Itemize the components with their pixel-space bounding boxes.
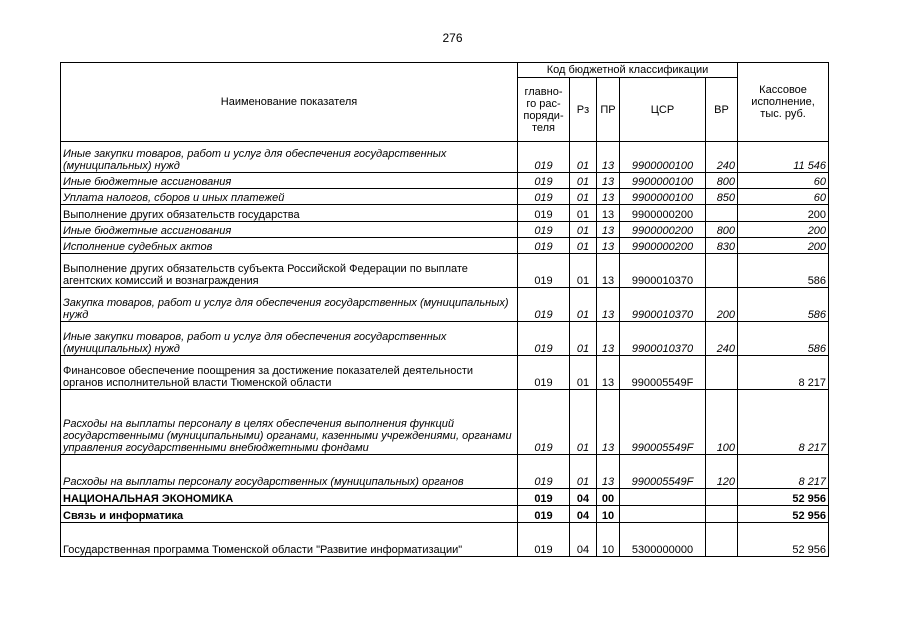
row-sum: 8 217	[738, 390, 829, 455]
row-name: НАЦИОНАЛЬНАЯ ЭКОНОМИКА	[61, 489, 518, 506]
header-indicator-name: Наименование показателя	[61, 63, 518, 142]
row-sum: 52 956	[738, 523, 829, 557]
row-sum: 586	[738, 254, 829, 288]
row-sum: 586	[738, 288, 829, 322]
table-row	[61, 523, 829, 557]
row-rz: 01	[570, 189, 597, 205]
row-pr: 13	[597, 142, 620, 173]
row-csr: 5300000000	[620, 523, 706, 557]
row-csr: 9900000100	[620, 142, 706, 173]
header-target-item: ЦСР	[620, 78, 706, 142]
row-rz: 01	[570, 455, 597, 489]
row-sum: 11 546	[738, 142, 829, 173]
row-sum: 586	[738, 322, 829, 356]
row-vr: 120	[706, 455, 738, 489]
row-pr: 10	[597, 506, 620, 523]
row-grbs: 019	[518, 189, 570, 205]
row-name: Выполнение других обязательств государства	[61, 205, 518, 222]
table-row	[61, 142, 829, 173]
row-rz: 04	[570, 523, 597, 557]
row-vr	[706, 205, 738, 222]
row-pr: 13	[597, 390, 620, 455]
row-rz: 01	[570, 173, 597, 189]
row-pr: 13	[597, 222, 620, 238]
row-csr: 9900000200	[620, 238, 706, 254]
row-vr: 200	[706, 288, 738, 322]
header-main-manager: главно-го рас-поряди-теля	[518, 78, 570, 142]
row-vr: 830	[706, 238, 738, 254]
row-rz: 01	[570, 238, 597, 254]
row-pr: 00	[597, 489, 620, 506]
table-row	[61, 173, 829, 189]
row-grbs: 019	[518, 523, 570, 557]
row-pr: 13	[597, 189, 620, 205]
row-grbs: 019	[518, 238, 570, 254]
row-pr: 13	[597, 205, 620, 222]
row-csr: 9900010370	[620, 254, 706, 288]
row-name: Закупка товаров, работ и услуг для обеспечения государственных (муниципальных) нужд	[61, 288, 518, 322]
row-pr: 13	[597, 238, 620, 254]
row-vr	[706, 356, 738, 390]
row-vr: 240	[706, 322, 738, 356]
row-csr: 990005549F	[620, 356, 706, 390]
row-grbs: 019	[518, 506, 570, 523]
row-vr	[706, 506, 738, 523]
row-sum: 8 217	[738, 455, 829, 489]
table-row	[61, 390, 829, 455]
row-vr	[706, 254, 738, 288]
row-pr: 13	[597, 322, 620, 356]
table-row	[61, 288, 829, 322]
row-csr: 9900000200	[620, 222, 706, 238]
row-rz: 01	[570, 288, 597, 322]
table-row	[61, 205, 829, 222]
row-vr: 240	[706, 142, 738, 173]
row-grbs: 019	[518, 390, 570, 455]
row-sum: 200	[738, 222, 829, 238]
row-vr: 800	[706, 173, 738, 189]
row-grbs: 019	[518, 205, 570, 222]
row-csr: 9900010370	[620, 322, 706, 356]
table-row	[61, 322, 829, 356]
row-sum: 200	[738, 238, 829, 254]
row-name: Государственная программа Тюменской области "Развитие информатизации"	[61, 523, 518, 557]
row-grbs: 019	[518, 288, 570, 322]
table-row	[61, 455, 829, 489]
row-pr: 13	[597, 288, 620, 322]
row-sum: 200	[738, 205, 829, 222]
row-name: Выполнение других обязательств субъекта Российской Федерации по выплате агентских комиссий и вознаграждения	[61, 254, 518, 288]
row-name: Иные бюджетные ассигнования	[61, 222, 518, 238]
table-row	[61, 238, 829, 254]
row-pr: 13	[597, 455, 620, 489]
row-grbs: 019	[518, 142, 570, 173]
row-csr: 9900010370	[620, 288, 706, 322]
row-sum: 52 956	[738, 489, 829, 506]
row-rz: 01	[570, 142, 597, 173]
row-grbs: 019	[518, 455, 570, 489]
row-grbs: 019	[518, 173, 570, 189]
row-name: Уплата налогов, сборов и иных платежей	[61, 189, 518, 205]
row-csr	[620, 489, 706, 506]
row-csr: 9900000100	[620, 173, 706, 189]
table-row	[61, 489, 829, 506]
row-name: Иные закупки товаров, работ и услуг для обеспечения государственных (муниципальных) нужд	[61, 322, 518, 356]
row-pr: 13	[597, 173, 620, 189]
row-vr: 800	[706, 222, 738, 238]
row-vr: 100	[706, 390, 738, 455]
header-cash-execution: Кассовое исполнение, тыс. руб.	[738, 63, 829, 142]
row-rz: 01	[570, 205, 597, 222]
header-subsection: ПР	[597, 78, 620, 142]
row-pr: 10	[597, 523, 620, 557]
row-csr: 9900000100	[620, 189, 706, 205]
row-name: Финансовое обеспечение поощрения за достижение показателей деятельности органов исполнительной власти Тюменской области	[61, 356, 518, 390]
row-rz: 04	[570, 489, 597, 506]
row-csr: 990005549F	[620, 455, 706, 489]
budget-execution-table	[60, 62, 829, 557]
row-rz: 01	[570, 254, 597, 288]
header-expense-type: ВР	[706, 78, 738, 142]
row-name: Связь и информатика	[61, 506, 518, 523]
row-sum: 60	[738, 173, 829, 189]
table-row	[61, 222, 829, 238]
row-sum: 60	[738, 189, 829, 205]
row-name: Иные закупки товаров, работ и услуг для обеспечения государственных (муниципальных) нужд	[61, 142, 518, 173]
row-vr	[706, 523, 738, 557]
page-number: 276	[442, 31, 463, 45]
row-csr: 990005549F	[620, 390, 706, 455]
row-grbs: 019	[518, 254, 570, 288]
row-grbs: 019	[518, 222, 570, 238]
row-name: Исполнение судебных актов	[61, 238, 518, 254]
row-rz: 04	[570, 506, 597, 523]
table-row	[61, 506, 829, 523]
table-row	[61, 254, 829, 288]
row-vr	[706, 489, 738, 506]
header-budget-classification-code: Код бюджетной классификации	[518, 63, 738, 78]
row-grbs: 019	[518, 322, 570, 356]
row-pr: 13	[597, 254, 620, 288]
table-row	[61, 356, 829, 390]
row-vr: 850	[706, 189, 738, 205]
row-rz: 01	[570, 322, 597, 356]
row-csr: 9900000200	[620, 205, 706, 222]
row-name: Расходы на выплаты персоналу в целях обеспечения выполнения функций государственными (муниципальными) органами, казенными учреждениями, органами управления государственными внебюджетными фондами	[61, 390, 518, 455]
row-grbs: 019	[518, 356, 570, 390]
row-csr	[620, 506, 706, 523]
row-sum: 52 956	[738, 506, 829, 523]
row-sum: 8 217	[738, 356, 829, 390]
row-grbs: 019	[518, 489, 570, 506]
row-name: Расходы на выплаты персоналу государственных (муниципальных) органов	[61, 455, 518, 489]
row-name: Иные бюджетные ассигнования	[61, 173, 518, 189]
header-section: Рз	[570, 78, 597, 142]
row-pr: 13	[597, 356, 620, 390]
row-rz: 01	[570, 390, 597, 455]
row-rz: 01	[570, 356, 597, 390]
row-rz: 01	[570, 222, 597, 238]
table-row	[61, 189, 829, 205]
